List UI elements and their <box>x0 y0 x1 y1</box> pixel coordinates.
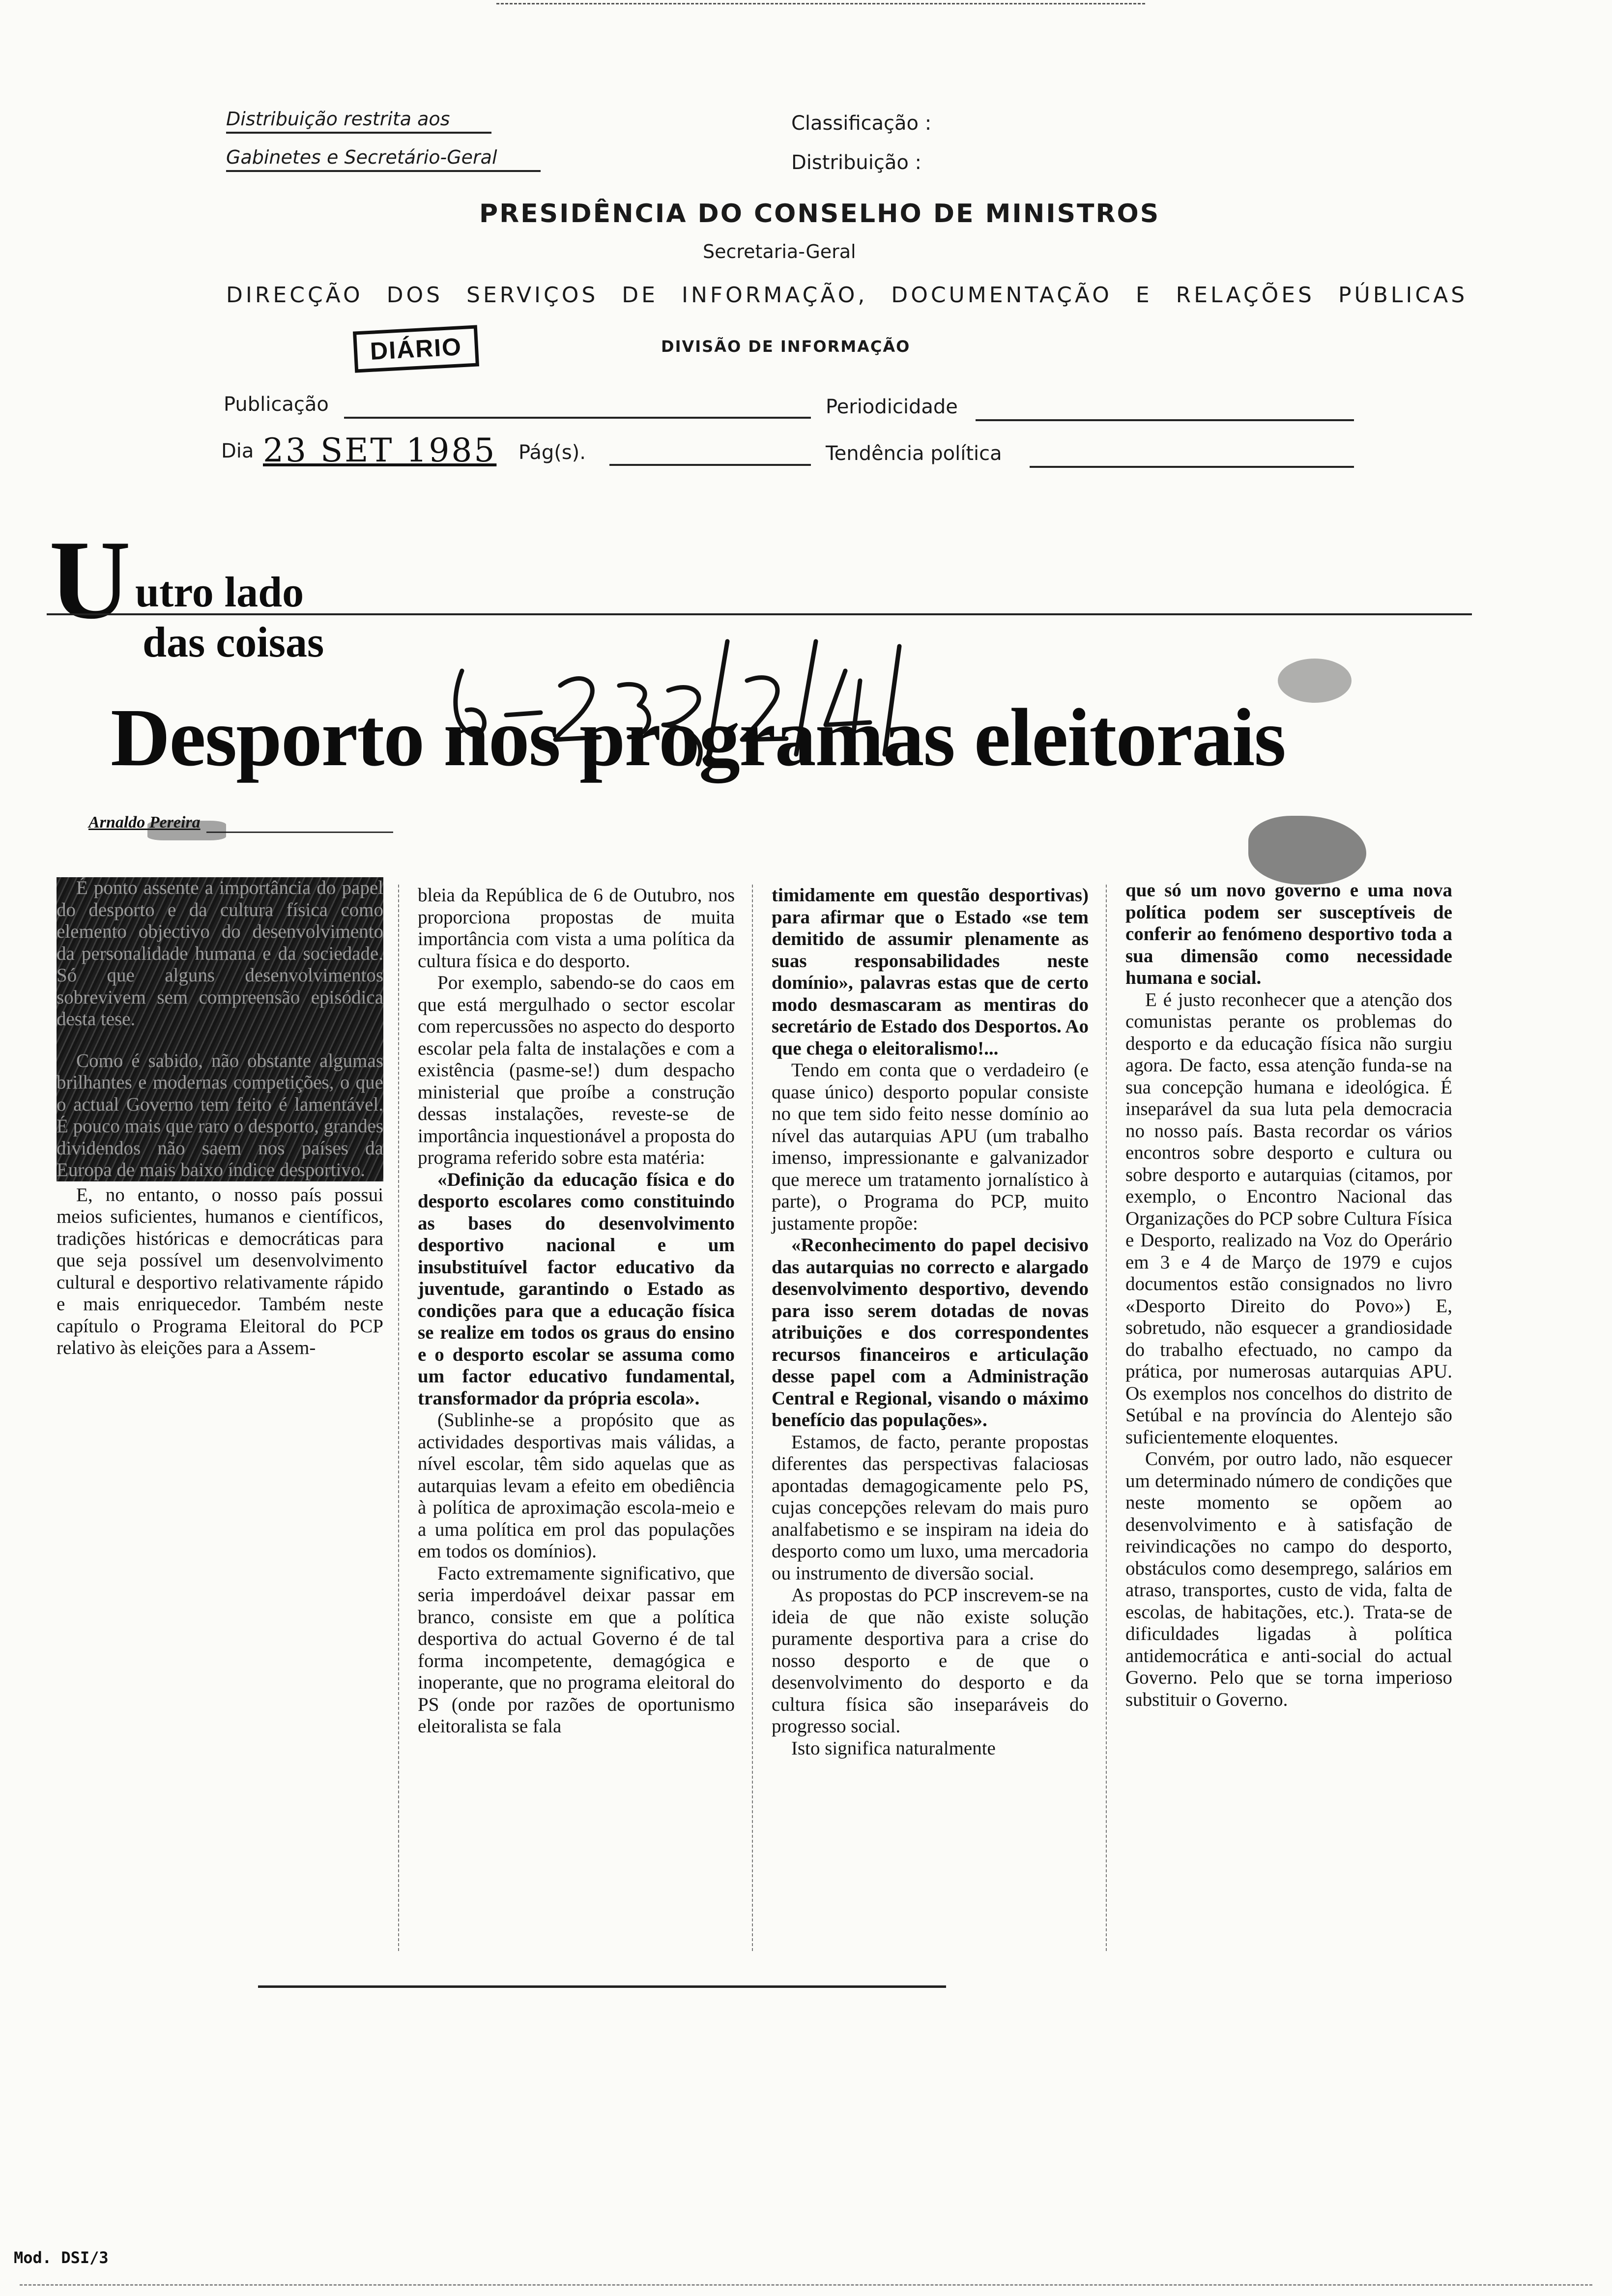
paragraph: que só um novo governo e uma nova política podem ser susceptíveis de conferir ao fenómeno desportivo toda a sua dimensão como necessidade humana e social. <box>1125 880 1452 988</box>
paragraph: Por exemplo, sabendo-se do caos em que está mergulhado o sector escolar com repercussões no aspecto do desporto escolar pela falta de instalações e com a existência (pasme-se!) dum despacho ministerial que proíbe a construção dessas instalações, reveste-se de importância inquestionável a proposta do programa referido sobre esta matéria: <box>418 972 735 1168</box>
paragraph: (Sublinhe-se a propósito que as actividades desportivas mais válidas, a nível escolar, têm sido aquelas que as autarquias levam a efeito em obediência à política de aproximação escola-meio e a uma política em prol das populações em todos os domínios). <box>418 1409 735 1562</box>
pags-line <box>609 464 811 466</box>
article-column-3 <box>772 885 1089 1759</box>
scan-blot <box>147 821 226 840</box>
tendencia-label: Tendência política <box>826 442 1002 465</box>
restricted-line-2: Gabinetes e Secretário-Geral <box>226 146 541 172</box>
article-column-2 <box>418 885 735 1738</box>
headline: Desporto nos programas eleitorais <box>111 692 1285 783</box>
dia-label: Dia <box>221 440 254 462</box>
paragraph: E, no entanto, o nosso país possui meios suficientes, humanos e científicos, tradições históricas e democráticas para que seja possível um desenvolvimento cultural e desportivo relativamente rápido e mais enriquecedor. Também neste capítulo o Programa Eleitoral do PCP relativo às eleições para a Assem- <box>57 1184 383 1358</box>
kicker-line-2: das coisas <box>143 619 324 666</box>
restricted-line-1: Distribuição restrita aos <box>226 108 491 134</box>
pags-label: Pág(s). <box>518 441 586 464</box>
scan-blot <box>1278 659 1352 703</box>
direccao-heading: DIRECÇÃO DOS SERVIÇOS DE INFORMAÇÃO, DOCUMENTAÇÃO E RELAÇÕES PÚBLICAS <box>226 283 1468 308</box>
column-divider <box>398 885 399 1951</box>
diario-stamp: DIÁRIO <box>353 325 479 373</box>
kicker-line-1: utro lado <box>135 569 304 616</box>
publicacao-label: Publicação <box>224 393 329 416</box>
periodicidade-label: Periodicidade <box>826 396 958 418</box>
classificacao-label: Classificação : <box>791 112 932 135</box>
byline-rule <box>206 832 393 833</box>
quote-paragraph: «Definição da educação física e do desporto escolares como constituindo as bases do desenvolvimento desportivo nacional e um insubstituível factor educativo da juventude, garantindo o Estado as condições para que a educação física se realize em todos os graus do ensino e o desporto escolar se assuma como um factor educativo fundamental, transformador da própria escola». <box>418 1169 735 1409</box>
form-model-code: Mod. DSI/3 <box>14 2248 109 2267</box>
article-column-4 <box>1125 880 1452 1711</box>
paragraph: Estamos, de facto, perante propostas diferentes das perspectivas falaciosas apontadas demagogicamente pelo PS, cujas concepções relevam do mais puro analfabetismo e se inspiram na ideia do desporto como um luxo, uma mercadoria ou instrumento de diversão social. <box>772 1431 1089 1584</box>
scan-blot <box>1248 816 1366 885</box>
presidencia-heading: PRESIDÊNCIA DO CONSELHO DE MINISTROS <box>479 199 1160 229</box>
publicacao-line <box>344 417 811 419</box>
secretaria-heading: Secretaria-Geral <box>703 241 856 262</box>
paragraph: Tendo em conta que o verdadeiro (e quase único) desporto popular consiste no que tem sido feito nesse domínio ao nível das autarquias APU (um trabalho imenso, impressionante e galvanizador que merece um tratamento jornalístico à parte), o Programa do PCP, muito justamente propõe: <box>772 1060 1089 1234</box>
paragraph: As propostas do PCP inscrevem-se na ideia de que não existe solução puramente desportiva para a crise do nosso desporto e de que o desenvolvimento do desporto e da cultura física são inseparáveis do progresso social. <box>772 1584 1089 1737</box>
paragraph: Facto extremamente significativo, que seria imperdoável deixar passar em branco, consiste em que a política desportiva do actual Governo é de tal forma incompetente, demagógica e inoperante, que no programa eleitoral do PS (onde por razões de oportunismo eleitoralista se fala <box>418 1562 735 1737</box>
periodicidade-line <box>976 419 1354 421</box>
article-column-1 <box>57 877 383 1359</box>
quote-paragraph: «Reconhecimento do papel decisivo das autarquias no correcto e alargado desenvolvimento desportivo, devendo para isso serem dotadas de novas atribuições e dos correspondentes recursos financeiros e articulação desse papel com a Administração Central e Regional, visando o máximo benefício das populações». <box>772 1234 1089 1431</box>
bottom-rule <box>258 1985 946 1988</box>
divisao-heading: DIVISÃO DE INFORMAÇÃO <box>661 337 911 356</box>
distribuicao-label: Distribuição : <box>791 151 922 174</box>
paragraph: timidamente em questão desportivas) para afirmar que o Estado «se tem demitido de assumir plenamente as suas responsabilidades neste domínio», palavras estas que de certo modo desmascaram as mentiras do secretário de Estado dos Desportos. Ao que chega o eleitoralismo!... <box>772 885 1089 1059</box>
paragraph: Isto significa naturalmente <box>791 1737 996 1759</box>
paragraph: É ponto assente a importância do papel do desporto e da cultura física como elemento objectivo do desenvolvimento da personalidade humana e da sociedade. Só que alguns desenvolvimentos sobrevivem sem compreensão episódica desta tese. <box>57 877 383 1030</box>
scan-artifact-bottom <box>20 2284 1592 2286</box>
obscured-paragraph <box>57 877 383 1181</box>
dia-value-handwritten: 23 SET 1985 <box>263 431 497 469</box>
scan-artifact-top <box>496 3 1145 4</box>
kicker-initial: U <box>49 517 131 642</box>
column-divider <box>752 885 753 1951</box>
column-divider <box>1106 885 1107 1951</box>
tendencia-line <box>1030 466 1354 468</box>
paragraph: Como é sabido, não obstante algumas brilhantes e modernas competições, o que o actual Governo tem feito é lamentável. É pouco mais que raro o desporto, grandes dividendos não saem nos países da Europa de mais baixo índice desportivo. <box>57 1050 383 1180</box>
byline: Arnaldo Pereira <box>88 813 201 832</box>
paragraph: E é justo reconhecer que a atenção dos comunistas perante os problemas do desporto e da educação física não surgiu agora. De facto, essa atenção funda-se na sua concepção humana e ideológica. É inseparável da sua luta pela democracia no nosso país. Basta recordar os vários encontros sobre desporto e cultura ou sobre desporto e autarquias (citamos, por exemplo, o Encontro Nacional das Organizações do PCP sobre Cultura Física e Desporto, realizado na Voz do Operário em 3 e 4 de Março de 1979 e cujos documentos estão consignados no livro «Desporto Direito do Povo») E, sobretudo, não esquecer a grandiosidade do trabalho efectuado, no campo da prática, por numerosas autarquias APU. Os exemplos nos concelhos do distrito de Setúbal e na província do Alentejo são suficientemente eloquentes. <box>1125 989 1452 1448</box>
paragraph: Convém, por outro lado, não esquecer um determinado número de condições que neste momento se opõem ao desenvolvimento e à satisfação de reivindicações no campo do desporto, obstáculos como desemprego, salários em atraso, transportes, custo de vida, falta de escolas, de habitações, etc.). Trata-se de dificuldades ligadas à política antidemocrática e anti-social do actual Governo. Pelo que se torna imperioso substituir o Governo. <box>1125 1448 1452 1710</box>
paragraph: bleia da República de 6 de Outubro, nos proporciona propostas de muita importância com vista a uma política da cultura física e do desporto. <box>418 885 735 972</box>
